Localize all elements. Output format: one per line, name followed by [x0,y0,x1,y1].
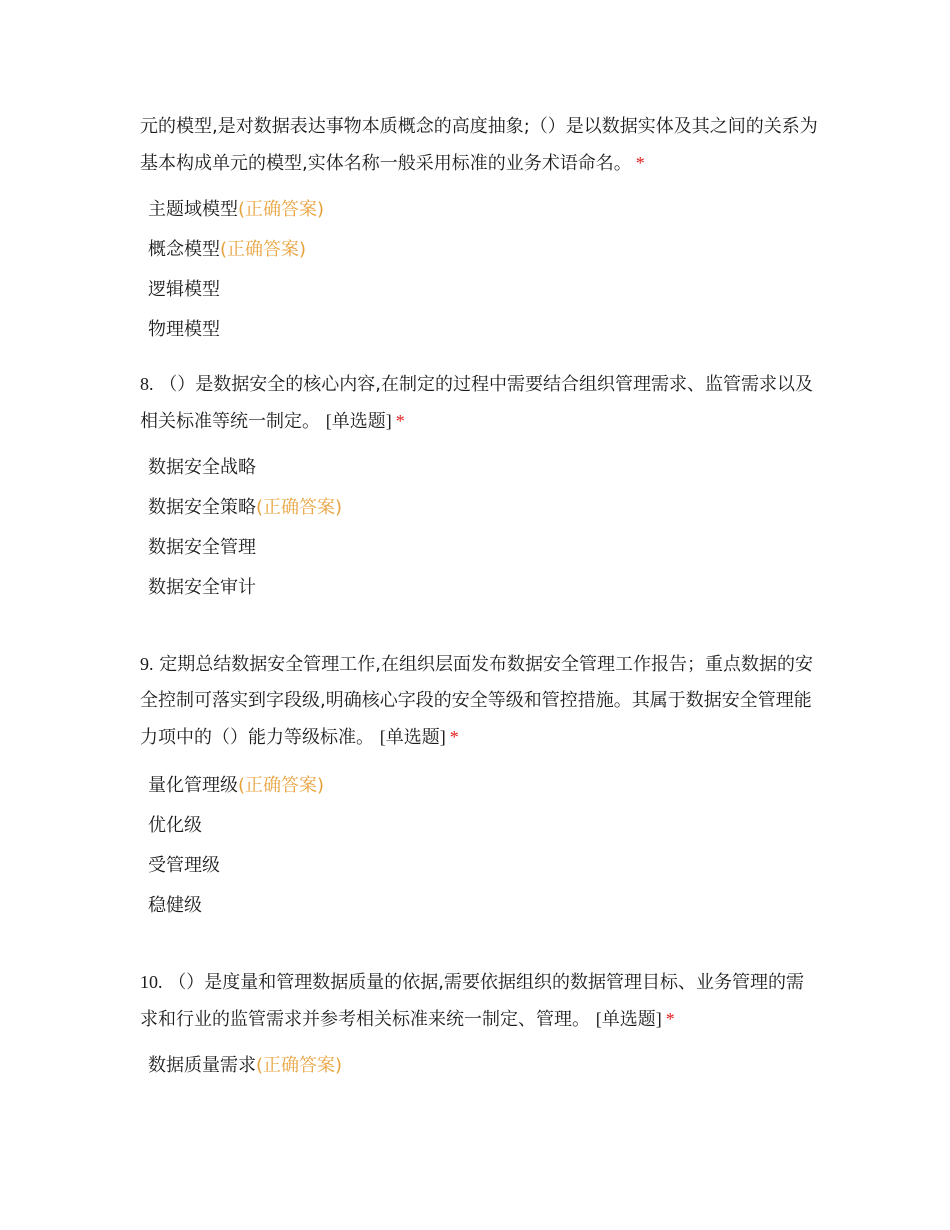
option-item[interactable] [148,1046,748,1086]
option-label: 主题域模型 [148,199,238,220]
option-item[interactable] [148,766,748,806]
question-9 [140,646,820,756]
question-number: 8. [140,374,154,394]
option-item[interactable] [148,806,748,846]
question-number: 9. [140,654,154,674]
option-label: 逻辑模型 [148,279,220,300]
option-list [148,1046,748,1086]
option-item[interactable] [148,528,748,568]
option-item[interactable] [148,886,748,926]
option-list [148,766,748,926]
correct-answer-mark: (正确答案) [220,239,307,260]
option-label: 数据安全战略 [148,457,256,478]
option-item[interactable] [148,270,748,310]
option-label: 优化级 [148,815,202,836]
question-body: （）是度量和管理数据质量的依据,需要依据组织的数据管理目标、业务管理的需求和行业的监管需求并参考相关标准来统一制定、管理。 [140,972,804,1030]
option-list [148,190,748,350]
option-label: 稳健级 [148,895,202,916]
option-label: 数据安全审计 [148,577,256,598]
option-label: 量化管理级 [148,775,238,796]
required-marker: * [395,411,405,431]
question-type-tag: [单选题] [325,411,392,431]
option-label: 概念模型 [148,239,220,260]
correct-answer-mark: (正确答案) [238,199,325,220]
option-label: 数据安全策略 [148,497,256,518]
option-label: 物理模型 [148,319,220,340]
question-body: （）是数据安全的核心内容,在制定的过程中需要结合组织管理需求、监管需求以及相关标准等统一制定。 [140,374,813,432]
question-8 [140,366,820,440]
option-item[interactable] [148,448,748,488]
question-body: 定期总结数据安全管理工作,在组织层面发布数据安全管理工作报告；重点数据的安全控制可落实到字段级,明确核心字段的安全等级和管控措施。其属于数据安全管理能力项中的（）能力等级标准。 [140,654,813,748]
question-type-tag: [单选题] [595,1009,662,1029]
question-10 [140,964,820,1038]
option-item[interactable] [148,190,748,230]
option-item[interactable] [148,846,748,886]
required-marker: * [665,1009,675,1029]
option-item[interactable] [148,230,748,270]
option-item[interactable] [148,568,748,608]
question-number: 10. [140,972,163,992]
option-label: 数据质量需求 [148,1055,256,1076]
question-body: 元的模型,是对数据表达事物本质概念的高度抽象;（）是以数据实体及其之间的关系为基本构成单元的模型,实体名称一般采用标准的业务术语命名。 [140,116,818,174]
correct-answer-mark: (正确答案) [256,1055,343,1076]
correct-answer-mark: (正确答案) [256,497,343,518]
question-text-continued [140,108,820,182]
option-label: 受管理级 [148,855,220,876]
option-item[interactable] [148,310,748,350]
correct-answer-mark: (正确答案) [238,775,325,796]
option-list [148,448,748,608]
option-label: 数据安全管理 [148,537,256,558]
option-item[interactable] [148,488,748,528]
question-type-tag: [单选题] [379,727,446,747]
required-marker: * [449,727,459,747]
required-marker: * [635,153,645,173]
